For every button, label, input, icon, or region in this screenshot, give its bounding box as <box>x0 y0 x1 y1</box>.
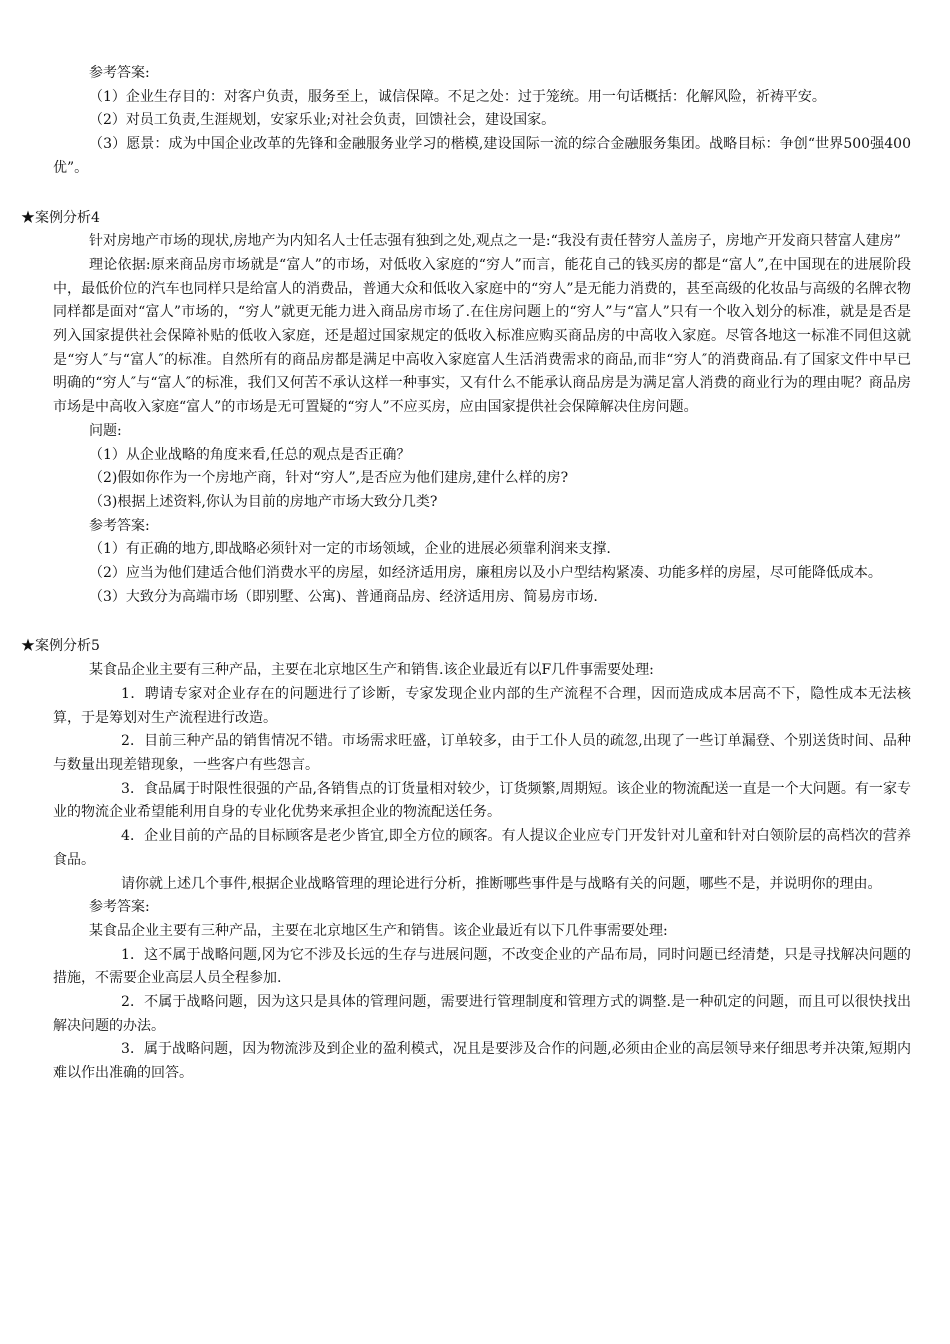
case4-answer-2: （2）应当为他们建适合他们消费水平的房屋，如经济适用房，廉租房以及小户型结构紧凑、功能多样的房屋，尽可能降低成本。 <box>89 565 882 582</box>
case5-answer-2: 2．不属于战略问题，因为这只是具体的管理问题，需要进行管理制度和管理方式的调整.是一种矶定的问题，而且可以很快找出解决问题的办法。 <box>53 994 911 1034</box>
case5-item-4: 4．企业目前的产品的目标顾客是老少皆宜,即全方位的顾客。有人提议企业应专门开发针对儿童和针对白领阶层的高档次的营养食品。 <box>53 828 911 868</box>
case4-question-1: （1）从企业战略的角度来看,任总的观点是否正确？ <box>89 446 411 463</box>
section1-reference-label: 参考答案: <box>89 65 150 81</box>
document-page <box>21 62 911 1086</box>
case4-answer-3: （3）大致分为高端市场（即别墅、公寓)、普通商品房、经济适用房、简易房市场. <box>89 588 598 605</box>
case5-answer-3: 3．属于战略问题，因为物流涉及到企业的盈利模式，况且是要涉及合作的问题,必须由企业的高层领导来仔细思考并决策,短期内难以作出准确的回答。 <box>53 1041 911 1082</box>
case4-reference-label: 参考答案: <box>89 517 150 534</box>
section1-answer-3: （3）愿景：成为中国企业改革的先锋和金融服务业学习的楷模,建设国际一流的综合金融服务集团。战略目标：争创“世界500强400优”。 <box>53 136 911 176</box>
case5-item-2: 2．目前三种产品的销售情况不错。市场需求旺盛，订单较多，由于工仆人员的疏忽,出现了一些订单漏登、个别送货时间、品种与数量出现差错现象，一些客户有些怨言。 <box>53 733 911 773</box>
case5-item-1: 1．聘请专家对企业存在的问题进行了诊断，专家发现企业内部的生产流程不合理，因而造成成本居高不下，隐性成本无法核算，于是筹划对生产流程进行改造。 <box>53 685 911 726</box>
case4-question-2: （2)假如你作为一个房地产商，针对“穷人”,是否应为他们建房,建什么样的房? <box>89 470 569 487</box>
case4-title: ★案例分析4 <box>21 209 100 226</box>
case5-reference-label: 参考答案: <box>89 899 150 916</box>
case5-intro-repeat: 某食品企业主要有三种产品，主要在北京地区生产和销售。该企业最近有以下几件事需要处理: <box>89 922 668 939</box>
case4-question-3: （3)根据上述资料,你认为目前的房地产市场大致分几类? <box>89 493 438 510</box>
case5-answer-1: 1．这不属于战略问题,冈为它不涉及长远的生存与进展问题，不改变企业的产品布局，同时问题已经清楚，只是寻找解决问题的措施，不需要企业高层人员全程参加. <box>53 946 911 987</box>
case5-ask: 请你就上述几个事件,根据企业战略管理的理论进行分析，推断哪些事件是与战略有关的问题，哪些不是，并说明你的理由。 <box>121 875 882 892</box>
case5-title: ★案例分析5 <box>21 638 100 655</box>
case5-intro: 某食品企业主要有三种产品，主要在北京地区生产和销售.该企业最近有以F几件事需要处理: <box>89 662 654 679</box>
case4-theory: 理论依据:原来商品房市场就是“富人”的市场，对低收入家庭的“穷人”而言，能花自己的钱买房的都是“富人”,在中国现在的进展阶段中，最低价位的汽车也同样只是给富人的消费品，普通大众和低收入家庭中的“穷人”是无能力消费的，甚至高级的化妆品与高级的名牌衣物同样都是面对“富人”市场的，“穷人”就更无能力进入商品房市场了.在住房问题上的“穷人”与“富人”只有一个收入划分的标准，就是是否是列入国家提供社会保障补贴的低收入家庭，还是超过国家规定的低收入标准应购买商品房的中高收入家庭。尽管各地这一标准不同但这就是“穷人″与“富人″的标准。自然所有的商品房都是满足中高收入家庭富人生活消费需求的商品,而非“穷人″的消费商品.有了国家文件中早已明确的“穷人″与“富人″的标准，我们又何苦不承认这样一种事实，又有什么不能承认商品房是为满足富人消费的商业行为的理由呢？商品房市场是中高收入家庭“富人”的市场是无可置疑的“穷人”不应买房，应由国家提供社会保障解决住房问题。 <box>53 256 911 416</box>
section1-answer-1: （1）企业生存目的：对客户负责，服务至上，诚信保障。不足之处：过于笼统。用一句话概括：化解风险，祈祷平安。 <box>89 88 826 105</box>
section1-answer-2: （2）对员工负责,生涯规划，安家乐业;对社会负责，回馈社会，建设国家。 <box>89 112 556 129</box>
case4-question-label: 问题: <box>89 422 122 439</box>
case4-answer-1: （1）有正确的地方,即战略必须针对一定的市场领域，企业的进展必须靠利润来支撑. <box>89 541 611 558</box>
case4-intro: 针对房地产市场的现状,房地产为内知名人士任志强有独到之处,观点之一是:“我没有责任替穷人盖房子，房地产开发商只替富人建房” <box>89 233 901 250</box>
case5-item-3: 3．食品属于时限性很强的产品,各销售点的订货量相对较少，订货频繁,周期短。该企业的物流配送一直是一个大问题。有一家专业的物流企业希望能利用自身的专业化优势来承担企业的物流配送任务。 <box>53 780 911 821</box>
